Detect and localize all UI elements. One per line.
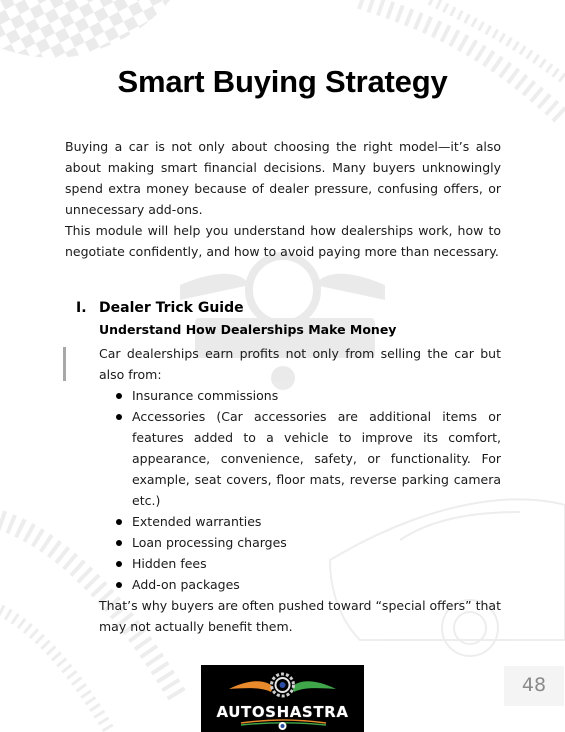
page-number: 48 [504,666,564,706]
page-title: Smart Buying Strategy [117,64,448,99]
section-body [99,343,501,637]
section-lead: Car dealerships earn profits not only from selling the car but also from: [99,346,501,382]
section-heading [76,300,244,316]
list-item: Add-on packages [99,574,501,595]
logo-text: AUTOSHASTRA [216,703,349,721]
text-cursor-marker [63,347,66,381]
list-item: Extended warranties [99,511,501,532]
logo-emblem-icon [201,665,364,732]
list-item: Insurance commissions [99,385,501,406]
intro-paragraph: This module will help you understand how dealerships work, how to negotiate confidently, and how to avoid paying more than necessary. [65,223,501,259]
section-title: Dealer Trick Guide [99,300,244,316]
intro-paragraph: Buying a car is not only about choosing the right model—it’s also about making smart financial decisions. Many buyers unknowingly spend extra money because of dealer pressure, confusing offers, or unnecessary add-ons. [65,139,501,217]
list-item: Accessories (Car accessories are additional items or features added to a vehicle to improve its comfort, appearance, convenience, safety, or functionality. For example, seat covers, floor mats, reverse parking camera etc.) [99,406,501,511]
section-closing: That’s why buyers are often pushed toward “special offers” that may not actually benefit them. [99,598,501,634]
bullet-list [99,385,501,595]
autoshastra-logo [201,665,364,732]
intro-block [65,136,501,262]
section-number: I. [76,300,87,316]
list-item: Hidden fees [99,553,501,574]
list-item: Loan processing charges [99,532,501,553]
section-subheading: Understand How Dealerships Make Money [99,322,397,337]
